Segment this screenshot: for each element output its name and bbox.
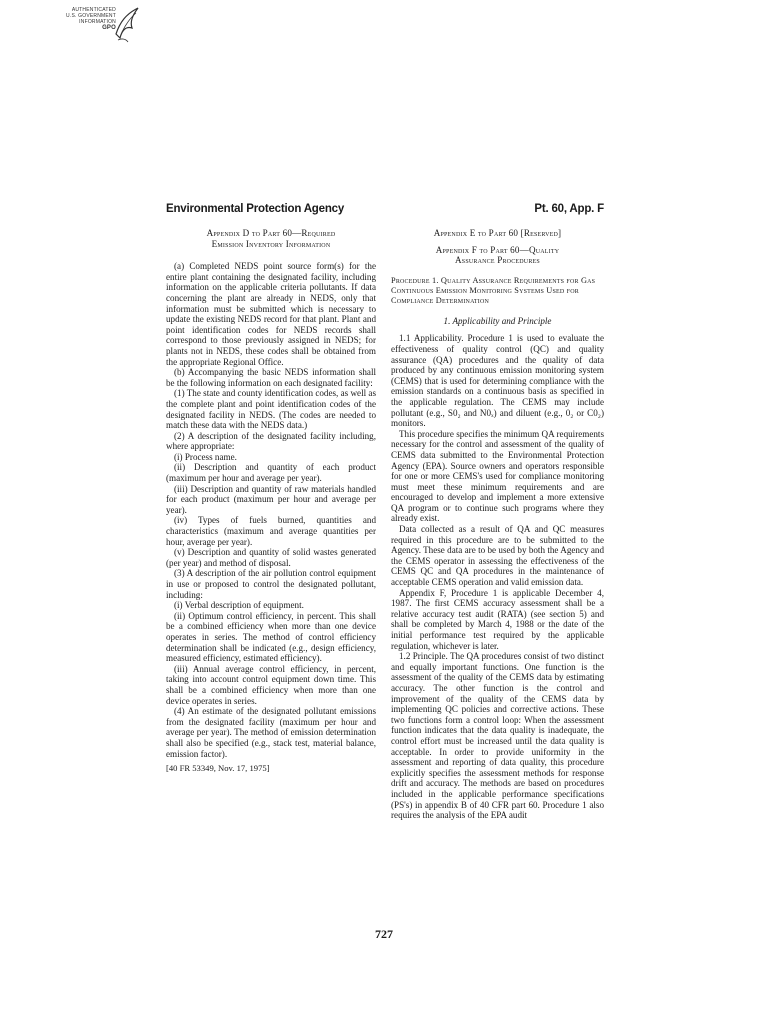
appendix-d-title-line2: Emission Inventory Information [211, 238, 331, 249]
section-heading: 1. Applicability and Principle [443, 315, 552, 326]
seal-line: GPO [102, 25, 116, 31]
paragraph: (3) A description of the air pollution control equipment in use or proposed to control the designated pollutant, including: [166, 568, 376, 600]
paragraph: 1.2 Principle. The QA procedures consist of two distinct and equally important functions. One function is the assessment of the quality of the CEMS data by estimating accuracy. The other function is the control and improvement of the quality of the CEMS data by implementing QC policies and corrective actions. These two functions form a control loop: When the assessment function indicates that the data quality is inadequate, the control effort must be increased until the data quality is acceptable. In order to provide uniformity in the assessment and reporting of data quality, this procedure explicitly specifies the assessment methods for response drift and accuracy. The methods are based on procedures included in the applicable performance specifications (PS's) in appendix B of 40 CFR part 60. Procedure 1 also requires the analysis of the EPA audit [391, 651, 604, 821]
paragraph: (i) Verbal description of equipment. [174, 600, 304, 611]
eagle-icon [112, 4, 142, 48]
paragraph: 1.1 Applicability. Procedure 1 is used to evaluate the effectiveness of quality control (QC) and quality assurance (QA) procedures and the quality of data produced by any continuous emission monitoring system (CEMS) that is used for determining compliance with the emission standards on a continuous basis as specified in the applicable regulation. The CEMS may include pollutant (e.g., S0₂ and N0ₓ) and diluent (e.g., 0₂ or C0₂) monitors. [391, 333, 604, 429]
paragraph: (2) A description of the designated facility including, where appropriate: [166, 430, 376, 452]
left-column [166, 228, 376, 774]
paragraph: (a) Completed NEDS point source form(s) for the entire plant containing the designated facility, including information on the applicable criteria pollutants. If data concerning the plant are already in NEDS, only that information must be submitted which is necessary to update the existing NEDS record for that plant. Plant and point identification codes for NEDS records shall correspond to those previously assigned in NEDS; for plants not in NEDS, these codes shall be obtained from the appropriate Regional Office. [166, 261, 376, 367]
appendix-e-title: Appendix E to Part 60 [Reserved] [433, 228, 562, 238]
agency-name: Environmental Protection Agency [166, 203, 345, 215]
appendix-f-title-line2: Assurance Procedures [455, 255, 540, 266]
appendix-d-title [166, 228, 376, 249]
citation: [40 FR 53349, Nov. 17, 1975] [166, 763, 270, 774]
seal-line: U.S. GOVERNMENT [66, 13, 116, 19]
paragraph: This procedure specifies the minimum QA requirements necessary for the control and assessment of the quality of CEMS data submitted to the Environmental Protection Agency (EPA). Source owners and operators responsible for one or more CEMS's used for compliance monitoring must meet these minimum requirements and are encouraged to develop and implement a more extensive QA program or to continue such programs where they already exist. [391, 428, 604, 524]
right-column [391, 228, 604, 821]
paragraph: (ii) Description and quantity of each product (maximum per hour and average per year). [166, 462, 376, 484]
page-number: 727 [375, 927, 393, 941]
paragraph: (iii) Description and quantity of raw materials handled for each product (maximum per hour and average per year). [166, 483, 376, 515]
seal-line: AUTHENTICATED [71, 7, 116, 13]
appendix-d-title-line1: Appendix D to Part 60—Required [206, 228, 336, 238]
part-reference: Pt. 60, App. F [534, 203, 604, 215]
paragraph: (1) The state and county identification codes, as well as the complete plant and point identification codes of the designated facility in NEDS. (The codes are needed to match these data with the NEDS data.) [166, 388, 376, 431]
paragraph: (4) An estimate of the designated pollutant emissions from the designated facility (maximum per hour and average per year). The method of emission determination shall also be specified (e.g., stack test, material balance, emission factor). [166, 706, 376, 759]
paragraph: (b) Accompanying the basic NEDS information shall be the following information on each designated facility: [166, 367, 376, 388]
seal-line: INFORMATION [79, 19, 116, 25]
appendix-f-title-line1: Appendix F to Part 60—Quality [435, 244, 560, 255]
paragraph: Data collected as a result of QA and QC measures required in this procedure are to be submitted to the Agency. These data are to be used by both the Agency and the CEMS operator in assessing the effectiveness of the CEMS QC and QA procedures in the maintenance of acceptable CEMS operation and valid emission data. [391, 524, 604, 588]
paragraph: Appendix F, Procedure 1 is applicable December 4, 1987. The first CEMS accuracy assessment shall be a relative accuracy test audit (RATA) (see section 5) and shall be completed by March 4, 1988 or the date of the initial performance test required by the applicable regulation, whichever is later. [391, 587, 604, 651]
paragraph: (v) Description and quantity of solid wastes generated (per year) and method of disposal. [166, 547, 376, 568]
seal-text [24, 7, 116, 31]
paragraph: (iv) Types of fuels burned, quantities and characteristics (maximum and average quantities per hour, average per year). [166, 515, 376, 547]
appendix-f-title [391, 245, 604, 266]
gpo-authentication-seal [24, 4, 144, 48]
procedure-title: Procedure 1. Quality Assurance Requirements for Gas Continuous Emission Monitoring Systems Used for Compliance Determination [391, 275, 596, 305]
paragraph: (ii) Optimum control efficiency, in percent. This shall be a combined efficiency when more than one device operates in series. The method of control efficiency determination shall be indicated (e.g., design efficiency, measured efficiency, estimated efficiency). [166, 610, 376, 664]
paragraph: (i) Process name. [174, 451, 237, 462]
running-header [166, 203, 604, 215]
paragraph: (iii) Annual average control efficiency, in percent, taking into account control equipment down time. This shall be a combined efficiency when more than one device operates in series. [166, 663, 376, 706]
